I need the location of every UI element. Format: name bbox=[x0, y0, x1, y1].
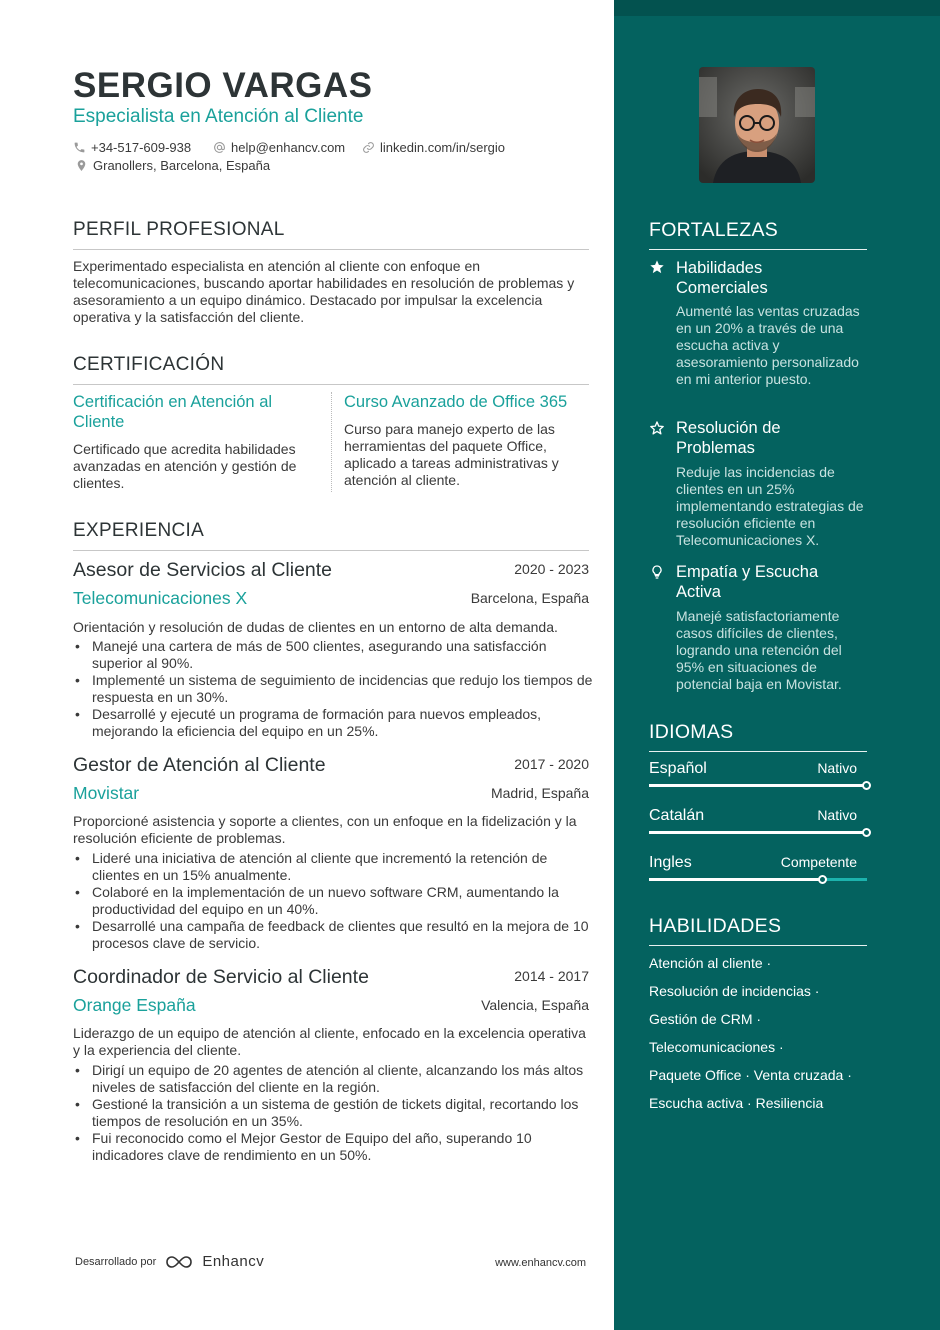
profile-text: Experimentado especialista en atención al cliente con enfoque en telecomunicaciones, buscando aportar habilidades en resolución de problemas y asesoramiento a un equipo dinámico. Destacado por impulsar la excelencia operativa y la satisfacción del cliente. bbox=[73, 258, 575, 325]
certification-description: Certificado que acredita habilidades avanzadas en atención y gestión de clientes. bbox=[73, 441, 297, 491]
phone-text: +34-517-609-938 bbox=[91, 140, 192, 155]
phone-icon bbox=[73, 141, 86, 154]
language-level: Nativo bbox=[817, 760, 857, 776]
skill-line: Resolución de incidencias · bbox=[649, 983, 820, 999]
language-row bbox=[649, 807, 857, 825]
language-bar-knob bbox=[862, 781, 871, 790]
job-summary: Orientación y resolución de dudas de clientes en un entorno de alta demanda. bbox=[73, 619, 558, 635]
strength-description: Manejé satisfactoriamente casos difíciles de clientes, logrando una retención del 95% en situaciones de potencial baja en Movistar. bbox=[676, 608, 842, 692]
job-location: Madrid, España bbox=[490, 785, 589, 801]
linkedin-text: linkedin.com/in/sergio bbox=[380, 140, 506, 155]
language-level: Nativo bbox=[817, 807, 857, 823]
language-name: Ingles bbox=[649, 854, 692, 871]
skill-line: Paquete Office · Venta cruzada · bbox=[649, 1067, 852, 1083]
strength-title: Empatía y Escucha Activa bbox=[676, 563, 819, 601]
job-bullet: • Lideré una iniciativa de atención al cliente que incrementó la retención de clientes en un 15% anualmente. bbox=[73, 850, 593, 884]
job-summary: Liderazgo de un equipo de atención al cliente, enfocado en la excelencia operativa y la experiencia del cliente. bbox=[73, 1025, 586, 1058]
job-company: Telecomunicaciones X bbox=[73, 588, 248, 608]
language-bar-fill bbox=[649, 784, 867, 787]
job-company: Movistar bbox=[73, 783, 140, 803]
star-outline-icon bbox=[649, 420, 665, 436]
language-bar-knob bbox=[862, 828, 871, 837]
location-pin-icon bbox=[75, 159, 88, 172]
strength-title: Resolución de Problemas bbox=[676, 419, 781, 457]
job-bullet: • Manejé una cartera de más de 500 clientes, asegurando una satisfacción superior al 90%. bbox=[73, 638, 593, 672]
language-bar bbox=[649, 784, 867, 787]
job-title: Asesor de Servicios al Cliente bbox=[73, 559, 333, 581]
language-name: Español bbox=[649, 760, 707, 777]
job-bullet: • Implementé un sistema de seguimiento de incidencias que redujo los tiempos de respuesta en un 30%. bbox=[73, 672, 593, 706]
job-location: Valencia, España bbox=[481, 997, 589, 1013]
skill-line: Telecomunicaciones · bbox=[649, 1039, 784, 1055]
profile-section-title: PERFIL PROFESIONAL bbox=[73, 219, 589, 250]
footer-credit bbox=[75, 1253, 264, 1270]
profile-photo bbox=[699, 67, 815, 183]
footer-url[interactable]: www.enhancv.com bbox=[495, 1257, 586, 1269]
job-location: Barcelona, España bbox=[470, 590, 589, 606]
linkedin-contact[interactable] bbox=[362, 140, 505, 155]
job-summary: Proporcioné asistencia y soporte a clientes, con un enfoque en la fidelización y la resolución eficiente de problemas. bbox=[73, 813, 577, 846]
job-dates: 2017 - 2020 bbox=[514, 756, 589, 772]
email-contact[interactable] bbox=[213, 140, 345, 155]
strength-description: Reduje las incidencias de clientes en un 25% implementando estrategias de resolución eficiente en Telecomunicaciones X. bbox=[676, 464, 864, 548]
language-name: Catalán bbox=[649, 807, 705, 824]
sidebar-top-bar bbox=[614, 0, 940, 16]
job-bullet: • Desarrollé y ejecuté un programa de formación para nuevos empleados, mejorando la eficiencia del equipo en un 25%. bbox=[73, 706, 593, 740]
language-bar-fill bbox=[649, 878, 823, 881]
certification-name: Certificación en Atención al Cliente bbox=[73, 393, 273, 431]
certification-section-title: CERTIFICACIÓN bbox=[73, 354, 589, 385]
phone-contact[interactable] bbox=[73, 140, 191, 155]
job-bullet: • Gestioné la transición a un sistema de gestión de tickets digital, recortando los tiempos de resolución en un 35%. bbox=[73, 1096, 593, 1130]
enhancv-logo-icon bbox=[164, 1254, 194, 1270]
job-bullet: • Dirigí un equipo de 20 agentes de atención al cliente, alcanzando los más altos niveles de satisfacción del cliente en la región. bbox=[73, 1062, 593, 1096]
job-dates: 2020 - 2023 bbox=[514, 561, 589, 577]
experience-section-title: EXPERIENCIA bbox=[73, 520, 589, 551]
location-text: Granollers, Barcelona, España bbox=[93, 158, 271, 173]
certification-description: Curso para manejo experto de las herramientas del paquete Office, aplicado a tareas administrativas y atención al cliente. bbox=[344, 421, 559, 488]
job-bullets bbox=[73, 850, 593, 952]
skill-line: Escucha activa · Resiliencia bbox=[649, 1095, 824, 1111]
candidate-role: Especialista en Atención al Cliente bbox=[73, 106, 364, 127]
job-dates: 2014 - 2017 bbox=[514, 968, 589, 984]
strength-description: Aumenté las ventas cruzadas en un 20% a través de una escucha activa y asesoramiento personalizado en mi anterior puesto. bbox=[676, 303, 860, 387]
job-title: Coordinador de Servicio al Cliente bbox=[73, 966, 369, 988]
location-contact bbox=[75, 158, 270, 173]
strength-title: Habilidades Comerciales bbox=[676, 259, 768, 297]
job-bullets bbox=[73, 1062, 593, 1164]
job-title: Gestor de Atención al Cliente bbox=[73, 754, 326, 776]
footer-brand: Enhancv bbox=[202, 1253, 265, 1270]
footer-developed-by: Desarrollado por bbox=[75, 1255, 157, 1268]
languages-section-title: IDIOMAS bbox=[649, 721, 867, 752]
at-icon bbox=[213, 141, 226, 154]
certification-divider bbox=[331, 392, 332, 492]
job-bullets bbox=[73, 638, 593, 740]
star-filled-icon bbox=[649, 259, 665, 275]
skill-line: Atención al cliente · bbox=[649, 955, 772, 971]
language-level: Competente bbox=[780, 854, 857, 870]
skill-line: Gestión de CRM · bbox=[649, 1011, 762, 1027]
certification-name: Curso Avanzado de Office 365 bbox=[344, 393, 568, 411]
language-bar bbox=[649, 878, 867, 881]
email-text: help@enhancv.com bbox=[231, 140, 346, 155]
lightbulb-icon bbox=[649, 564, 665, 580]
language-row bbox=[649, 854, 857, 872]
language-bar bbox=[649, 831, 867, 834]
candidate-name: SERGIO VARGAS bbox=[73, 66, 373, 105]
language-row bbox=[649, 760, 857, 778]
language-bar-fill bbox=[649, 831, 867, 834]
job-company: Orange España bbox=[73, 995, 196, 1015]
job-bullet: • Desarrollé una campaña de feedback de clientes que resultó en la mejora de 10 procesos clave de servicio. bbox=[73, 918, 593, 952]
strengths-section-title: FORTALEZAS bbox=[649, 219, 867, 250]
job-bullet: • Colaboré en la implementación de un nuevo software CRM, aumentando la productividad del equipo en un 40%. bbox=[73, 884, 593, 918]
job-bullet: • Fui reconocido como el Mejor Gestor de Equipo del año, superando 10 indicadores clave de rendimiento en un 50%. bbox=[73, 1130, 593, 1164]
skills-section-title: HABILIDADES bbox=[649, 915, 867, 946]
link-icon bbox=[362, 141, 375, 154]
